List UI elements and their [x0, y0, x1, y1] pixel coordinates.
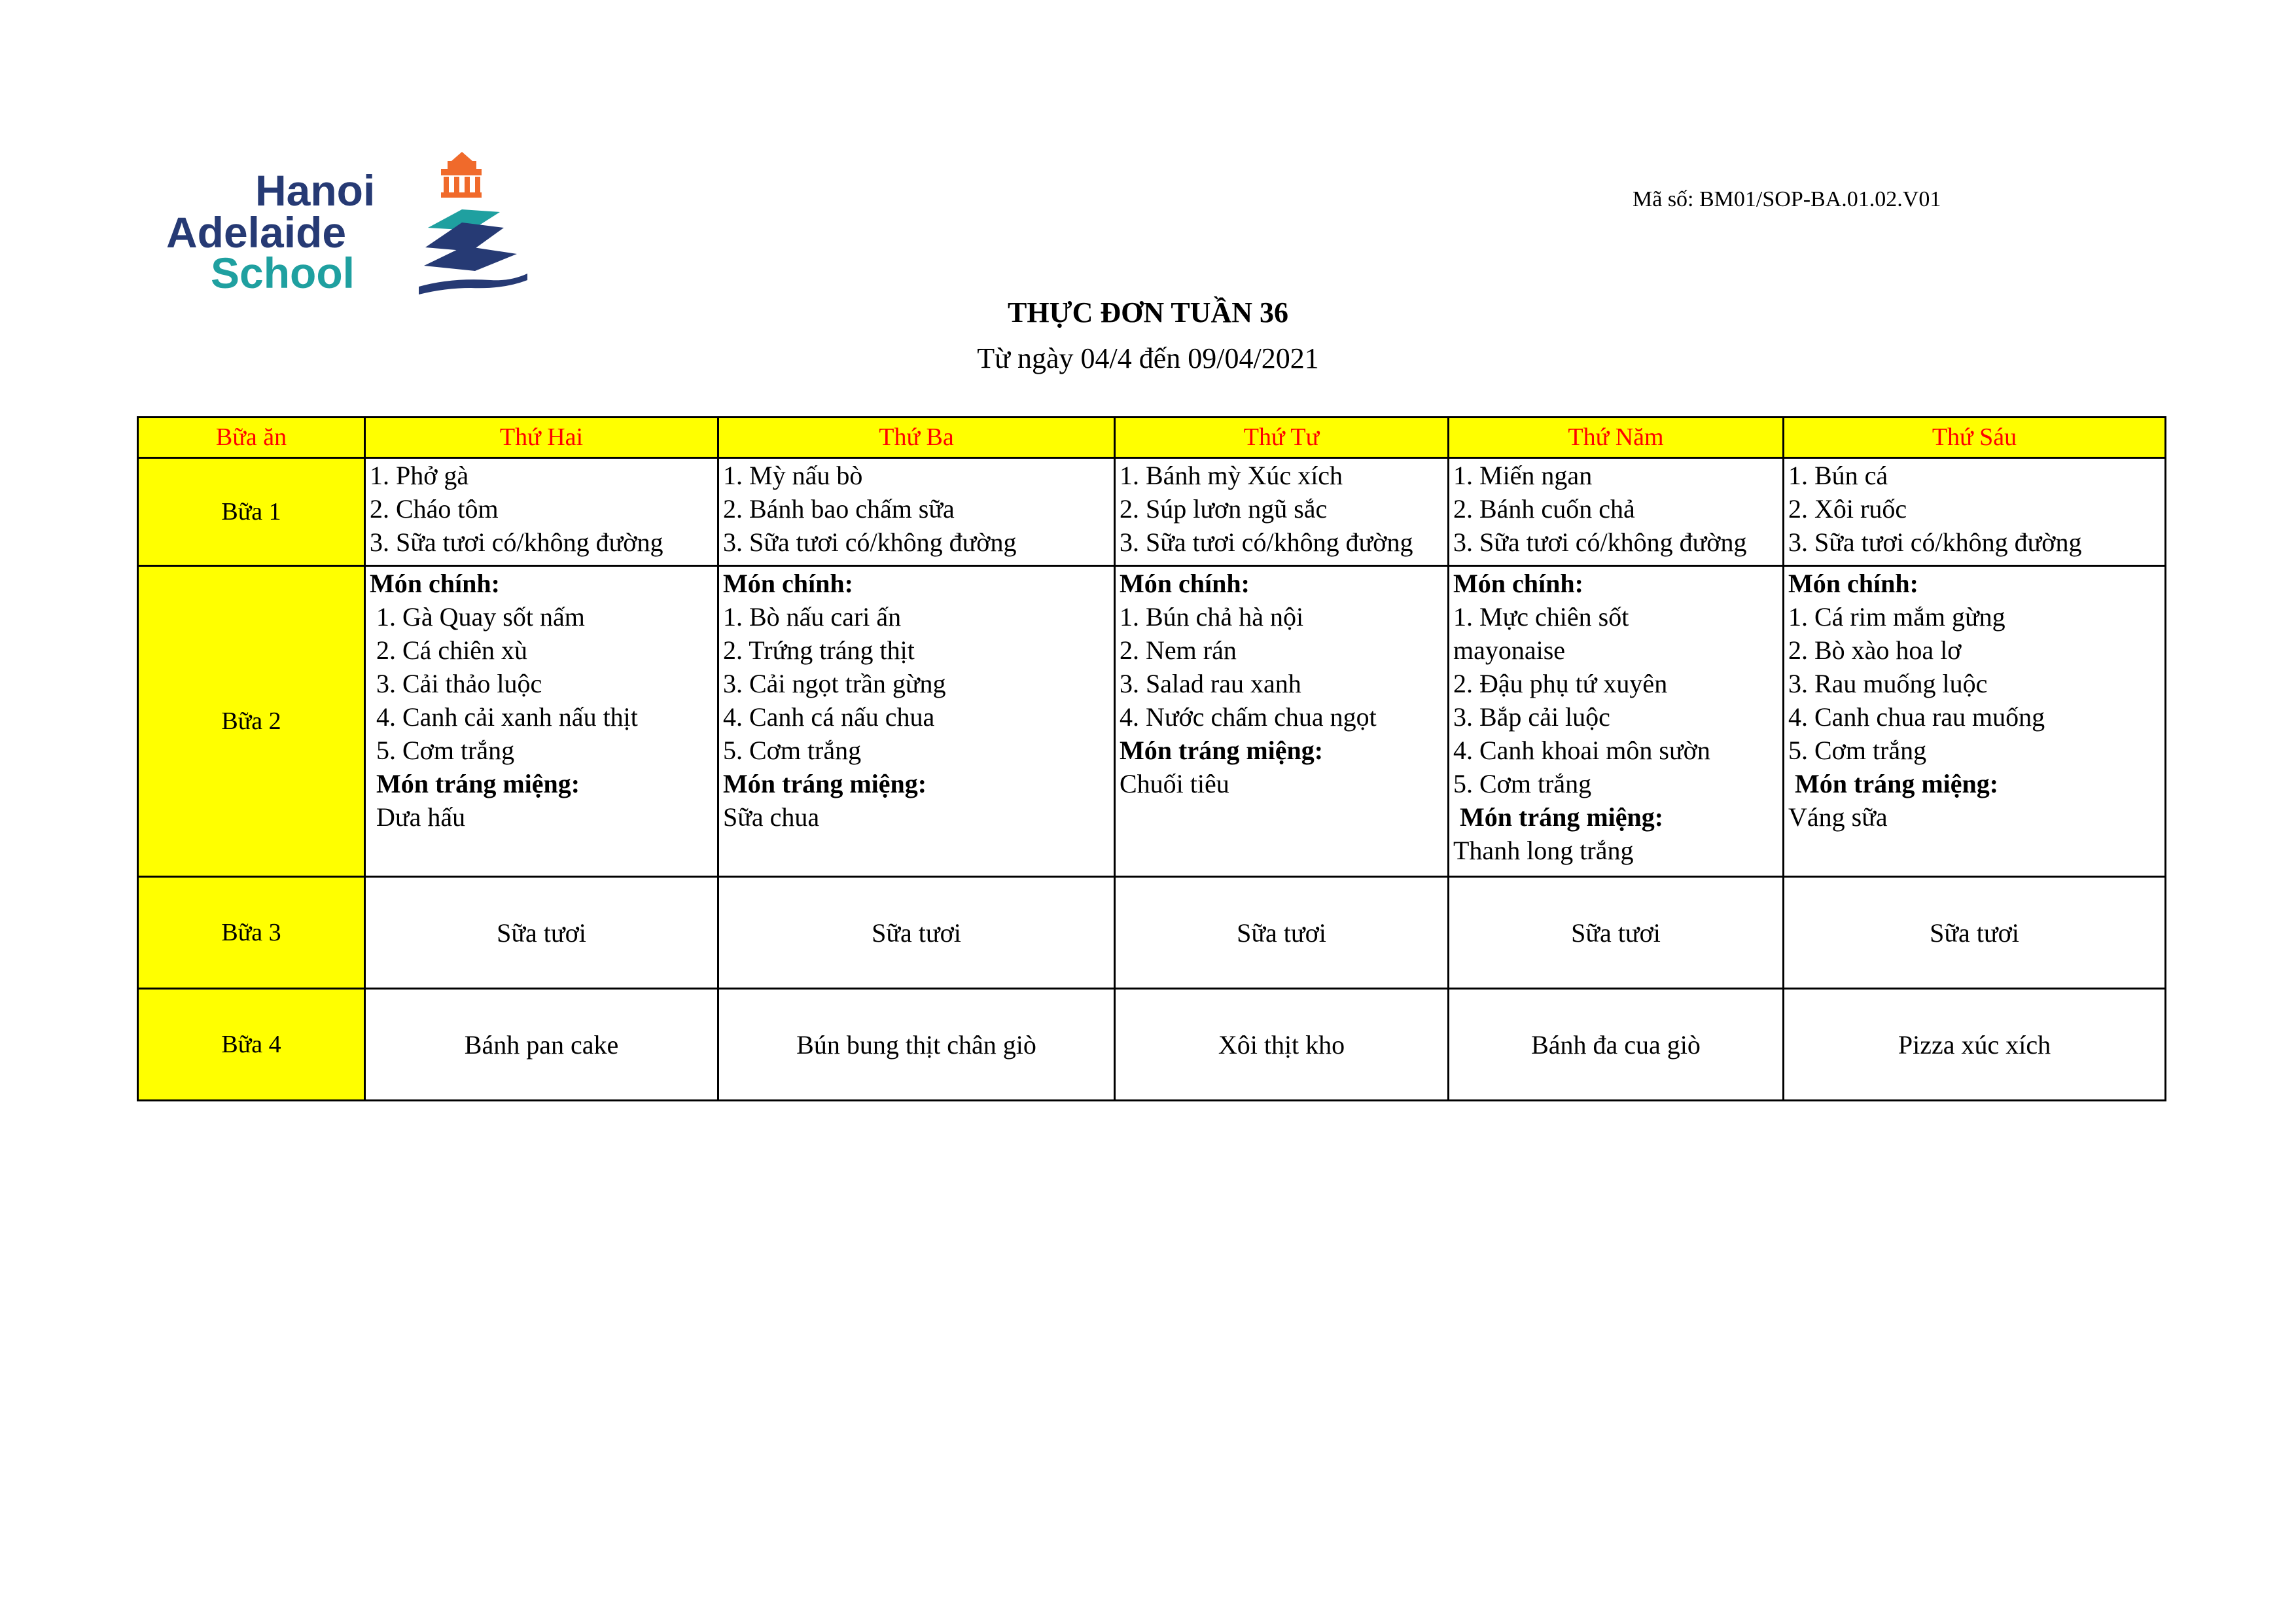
dessert-item: Sữa chua	[723, 802, 820, 832]
menu-item: 4. Canh cá nấu chua	[723, 702, 935, 732]
menu-item: 2. Cháo tôm	[370, 494, 499, 524]
meal-label: Bữa 1	[138, 458, 365, 566]
menu-cell: Bánh đa cua giò	[1449, 989, 1784, 1101]
header-thursday: Thứ Năm	[1449, 418, 1784, 458]
meal-row-1	[138, 458, 2166, 566]
menu-cell	[365, 458, 718, 566]
menu-cell	[1115, 458, 1449, 566]
dessert-heading: Món tráng miệng:	[1795, 769, 1999, 798]
header-monday: Thứ Hai	[365, 418, 718, 458]
menu-item: 2. Đậu phụ tứ xuyên	[1453, 669, 1668, 698]
menu-item: 3. Sữa tươi có/không đường	[723, 527, 1017, 557]
menu-cell	[718, 566, 1115, 877]
menu-cell	[365, 566, 718, 877]
menu-cell	[718, 458, 1115, 566]
menu-item: 2. Cá chiên xù	[376, 635, 528, 665]
menu-item: 3. Cải ngọt trần gừng	[723, 669, 946, 698]
menu-item: 3. Sữa tươi có/không đường	[370, 527, 663, 557]
menu-item: 5. Cơm trắng	[376, 736, 515, 765]
menu-item: 1. Bánh mỳ Xúc xích	[1120, 461, 1343, 490]
menu-cell: Xôi thịt kho	[1115, 989, 1449, 1101]
menu-item: 2. Bò xào hoa lơ	[1788, 635, 1962, 665]
dessert-item: Váng sữa	[1788, 802, 1888, 832]
dessert-heading: Món tráng miệng:	[376, 769, 580, 798]
menu-cell	[1449, 566, 1784, 877]
weekly-menu-table	[137, 416, 2166, 1101]
menu-item: 3. Bắp cải luộc	[1453, 702, 1610, 732]
main-dish-heading: Món chính:	[723, 569, 853, 598]
menu-item: 1. Mỳ nấu bò	[723, 461, 863, 490]
menu-cell: Sữa tươi	[1115, 877, 1449, 989]
menu-cell: Bún bung thịt chân giò	[718, 989, 1115, 1101]
menu-cell	[1784, 566, 2166, 877]
menu-item: 3. Sữa tươi có/không đường	[1453, 527, 1747, 557]
header-friday: Thứ Sáu	[1784, 418, 2166, 458]
menu-cell	[1784, 458, 2166, 566]
header-wednesday: Thứ Tư	[1115, 418, 1449, 458]
menu-cell	[1449, 458, 1784, 566]
logo-line-hanoi: Hanoi	[255, 166, 376, 215]
menu-item: 5. Cơm trắng	[1453, 769, 1592, 798]
menu-item: 3. Rau muống luộc	[1788, 669, 1988, 698]
menu-cell: Pizza xúc xích	[1784, 989, 2166, 1101]
meal-row-2	[138, 566, 2166, 877]
header-meal: Bữa ăn	[138, 418, 365, 458]
menu-item: 4. Canh chua rau muống	[1788, 702, 2045, 732]
header-row	[138, 418, 2166, 458]
page-subtitle: Từ ngày 04/4 đến 09/04/2021	[977, 342, 1319, 374]
dessert-heading: Món tráng miệng:	[723, 769, 927, 798]
menu-item: 3. Cải thảo luộc	[376, 669, 542, 698]
menu-item: 4. Nước chấm chua ngọt	[1120, 702, 1377, 732]
menu-item: 2. Bánh bao chấm sữa	[723, 494, 955, 524]
menu-item: 2. Súp lươn ngũ sắc	[1120, 494, 1328, 524]
menu-item: 1. Bún chả hà nội	[1120, 602, 1304, 632]
menu-item: 2. Xôi ruốc	[1788, 494, 1907, 524]
menu-item: 3. Sữa tươi có/không đường	[1120, 527, 1413, 557]
logo-line-school: School	[211, 249, 355, 297]
dessert-heading: Món tráng miệng:	[1460, 802, 1664, 832]
dessert-item: Thanh long trắng	[1453, 836, 1634, 865]
menu-item: 5. Cơm trắng	[1788, 736, 1927, 765]
dessert-item: Dưa hấu	[376, 802, 466, 832]
main-dish-heading: Món chính:	[1453, 569, 1583, 598]
menu-item: mayonaise	[1453, 635, 1566, 665]
meal-label: Bữa 3	[138, 877, 365, 989]
meal-label: Bữa 2	[138, 566, 365, 877]
menu-cell: Sữa tươi	[718, 877, 1115, 989]
menu-item: 3. Sữa tươi có/không đường	[1788, 527, 2082, 557]
menu-item: 1. Gà Quay sốt nấm	[376, 602, 585, 632]
menu-item: 1. Bún cá	[1788, 461, 1888, 490]
meal-row-3	[138, 877, 2166, 989]
menu-cell: Sữa tươi	[1449, 877, 1784, 989]
menu-item: 1. Miến ngan	[1453, 461, 1593, 490]
main-dish-heading: Món chính:	[370, 569, 500, 598]
menu-item: 1. Cá rim mắm gừng	[1788, 602, 2005, 632]
meal-row-4	[138, 989, 2166, 1101]
dessert-item: Chuối tiêu	[1120, 769, 1229, 798]
menu-item: 1. Bò nấu cari ấn	[723, 602, 902, 632]
menu-cell: Sữa tươi	[1784, 877, 2166, 989]
menu-cell	[1115, 566, 1449, 877]
menu-item: 1. Phở gà	[370, 461, 469, 490]
menu-item: 3. Salad rau xanh	[1120, 669, 1301, 698]
menu-cell: Sữa tươi	[365, 877, 718, 989]
main-dish-heading: Món chính:	[1120, 569, 1250, 598]
menu-item: 4. Canh khoai môn sườn	[1453, 736, 1710, 765]
dessert-heading: Món tráng miệng:	[1120, 736, 1324, 765]
logo-line-adelaide: Adelaide	[166, 208, 347, 257]
school-logo	[164, 149, 530, 306]
menu-item: 1. Mực chiên sốt	[1453, 602, 1629, 632]
menu-item: 2. Trứng tráng thịt	[723, 635, 915, 665]
document-code: Mã số: BM01/SOP-BA.01.02.V01	[1633, 187, 1941, 211]
lighthouse-icon	[419, 152, 527, 294]
page-title: THỰC ĐƠN TUẦN 36	[1007, 296, 1289, 329]
menu-item: 5. Cơm trắng	[723, 736, 862, 765]
menu-item: 2. Bánh cuốn chả	[1453, 494, 1635, 524]
header-tuesday: Thứ Ba	[718, 418, 1115, 458]
menu-item: 4. Canh cải xanh nấu thịt	[376, 702, 638, 732]
menu-item: 2. Nem rán	[1120, 635, 1237, 665]
main-dish-heading: Món chính:	[1788, 569, 1918, 598]
menu-cell: Bánh pan cake	[365, 989, 718, 1101]
meal-label: Bữa 4	[138, 989, 365, 1101]
